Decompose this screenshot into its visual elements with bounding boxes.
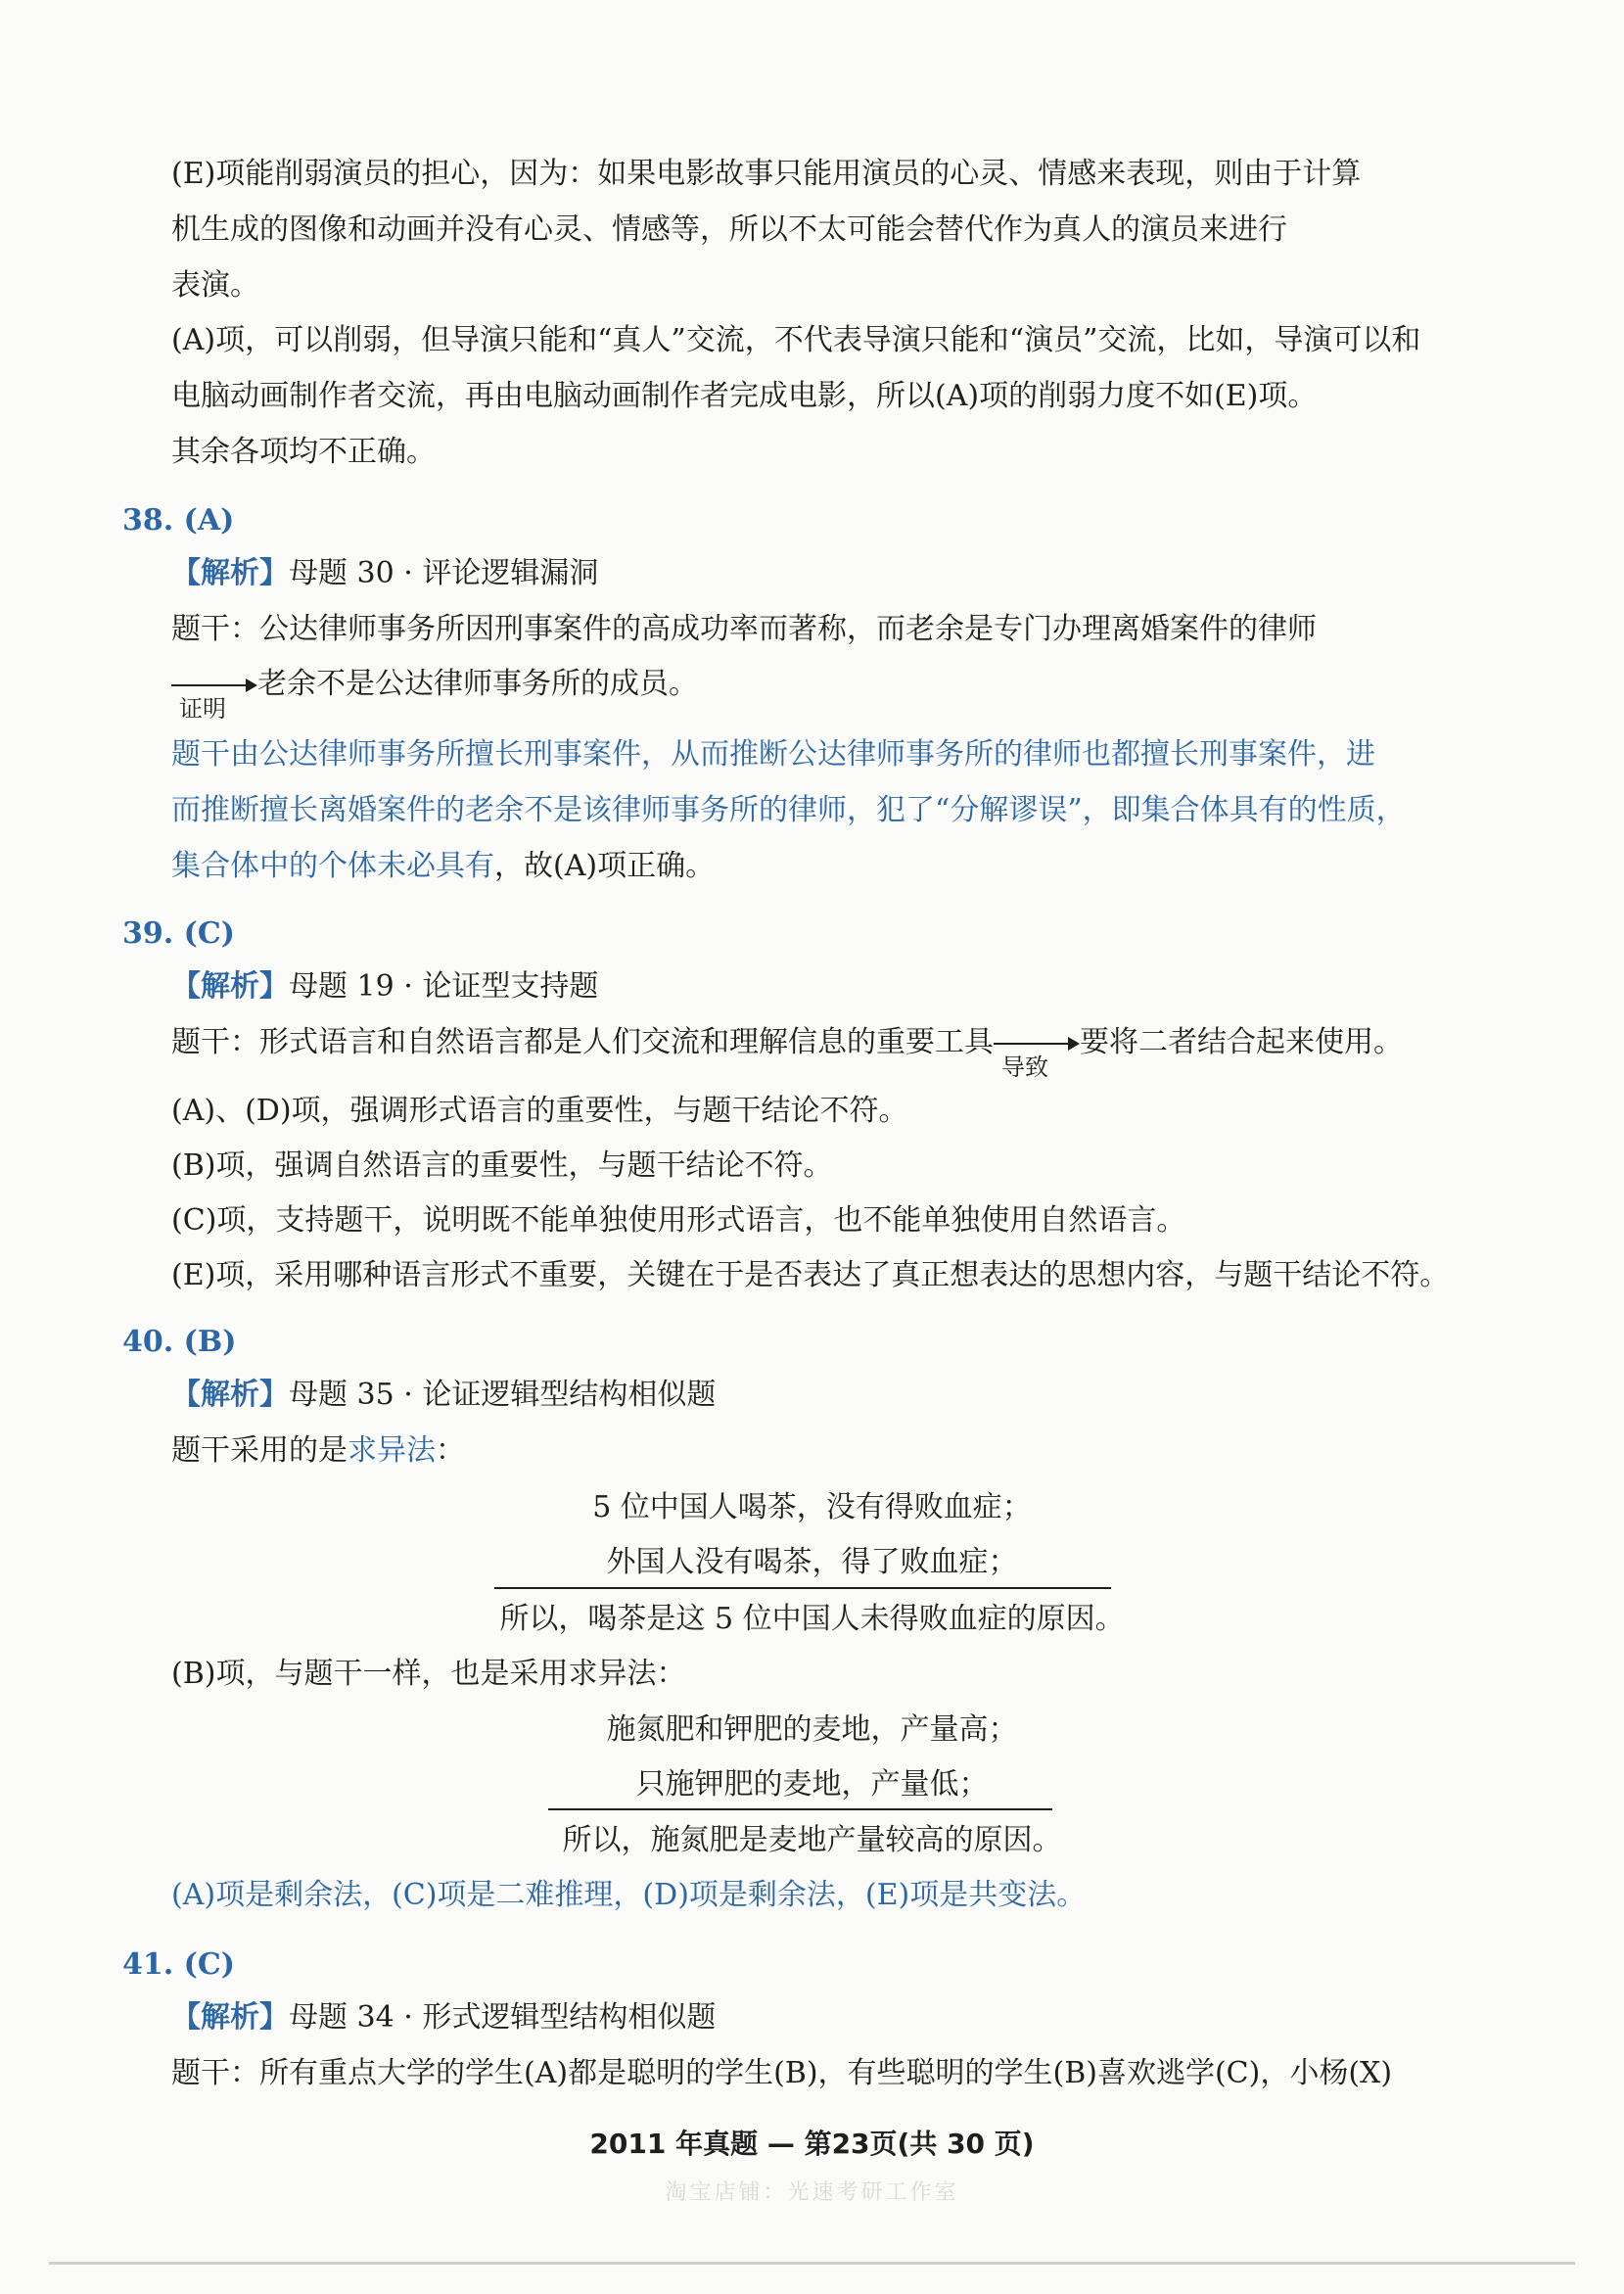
stem-text: 题干：形式语言和自然语言都是人们交流和理解信息的重要工具 [171, 1025, 994, 1059]
premise-line: 5 位中国人喝茶，没有得败血症； [592, 1490, 1032, 1524]
question-type: 母题 35 · 论证逻辑型结构相似题 [289, 1378, 717, 1412]
conclusion-line: 所以，施氮肥是麦地产量较高的原因。 [562, 1823, 1062, 1857]
stem-text: ： [436, 1433, 465, 1468]
question-type: 母题 34 · 形式逻辑型结构相似题 [289, 2000, 717, 2035]
option-line: (B)项，强调自然语言的重要性，与题干结论不符。 [171, 1148, 833, 1183]
intro-line: (A)项，可以削弱，但导演只能和“真人”交流，不代表导演只能和“演员”交流，比如，导演可以和 [171, 323, 1421, 357]
question-number: 40. (B) [122, 1325, 237, 1359]
stem-text: 题干采用的是 [171, 1433, 348, 1468]
stem-line: 题干：公达律师事务所因刑事案件的高成功率而著称，而老余是专门办理离婚案件的律师 [171, 612, 1317, 646]
conclusion-text: 老余不是公达律师事务所的成员。 [257, 667, 698, 701]
analysis-header [171, 546, 1444, 601]
stem-line: 题干：所有重点大学的学生(A)都是聪明的学生(B)，有些聪明的学生(B)喜欢逃学(C)，小杨(X) [171, 2056, 1393, 2090]
question-type: 母题 30 · 评论逻辑漏洞 [289, 556, 599, 590]
analysis-tag: 【解析】 [171, 1378, 289, 1412]
watermark: 淘宝店铺：光速考研工作室 [665, 2180, 959, 2205]
option-line: (E)项，采用哪种语言形式不重要，关键在于是否表达了真正想表达的思想内容，与题干结论不符。 [171, 1258, 1450, 1292]
highlight-text: 集合体中的个体未必具有 [171, 849, 494, 883]
page-footer: 2011 年真题 — 第23页(共 30 页) [589, 2128, 1035, 2160]
answer-text: ，故(A)项正确。 [494, 849, 716, 883]
highlight-line: 而推断擅长离婚案件的老余不是该律师事务所的律师，犯了“分解谬误”，即集合体具有的性质， [171, 793, 1406, 827]
premise-line: 只施钾肥的麦地，产量低； [635, 1767, 989, 1802]
stem-line [171, 1424, 1444, 1478]
intro-line: 表演。 [171, 268, 259, 303]
intro-line: 电脑动画制作者交流，再由电脑动画制作者完成电影，所以(A)项的削弱力度不如(E)项。 [171, 379, 1318, 413]
question-number: 41. (C) [122, 1947, 235, 1982]
arrow-icon [171, 676, 257, 723]
analysis-tag: 【解析】 [171, 556, 289, 590]
option-line: (B)项，与题干一样，也是采用求异法： [171, 1657, 686, 1691]
question-number: 38. (A) [122, 503, 235, 538]
conclusion-text: 要将二者结合起来使用。 [1080, 1025, 1403, 1059]
intro-line: (E)项能削弱演员的担心，因为：如果电影故事只能用演员的心灵、情感来表现，则由于计算 [171, 157, 1362, 191]
analysis-tag: 【解析】 [171, 2000, 289, 2035]
intro-line: 其余各项均不正确。 [171, 435, 436, 469]
option-line: (A)、(D)项，强调形式语言的重要性，与题干结论不符。 [171, 1094, 908, 1128]
stem-line [171, 1015, 1444, 1081]
inference-rule [548, 1808, 1052, 1810]
premise-line: 施氮肥和钾肥的麦地，产量高； [606, 1712, 1018, 1747]
analysis-header [171, 960, 1444, 1014]
question-number: 39. (C) [122, 916, 235, 951]
analysis-header [171, 1368, 1444, 1423]
analysis-tag: 【解析】 [171, 969, 289, 1004]
conclusion-line: 所以，喝茶是这 5 位中国人未得败血症的原因。 [499, 1602, 1125, 1636]
highlight-line [171, 839, 1444, 894]
intro-line: 机生成的图像和动画并没有心灵、情感等，所以不太可能会替代作为真人的演员来进行 [171, 212, 1287, 247]
question-type: 母题 19 · 论证型支持题 [289, 969, 599, 1004]
arrow-label: 证明 [179, 695, 226, 723]
bottom-divider [49, 2262, 1575, 2265]
highlight-line: 题干由公达律师事务所擅长刑事案件，从而推断公达律师事务所的律师也都擅长刑事案件，进 [171, 737, 1375, 772]
arrow-icon [994, 1034, 1080, 1081]
highlight-text: 求异法 [348, 1433, 436, 1468]
premise-line: 外国人没有喝茶，得了败血症； [606, 1545, 1018, 1579]
analysis-header [171, 1990, 1444, 2045]
arrow-label: 导致 [1001, 1053, 1048, 1081]
stem-conclusion [171, 657, 1444, 723]
highlight-line: (A)项是剩余法，(C)项是二难推理，(D)项是剩余法，(E)项是共变法。 [171, 1878, 1087, 1912]
inference-rule [494, 1587, 1111, 1589]
option-line: (C)项，支持题干，说明既不能单独使用形式语言，也不能单独使用自然语言。 [171, 1203, 1186, 1238]
